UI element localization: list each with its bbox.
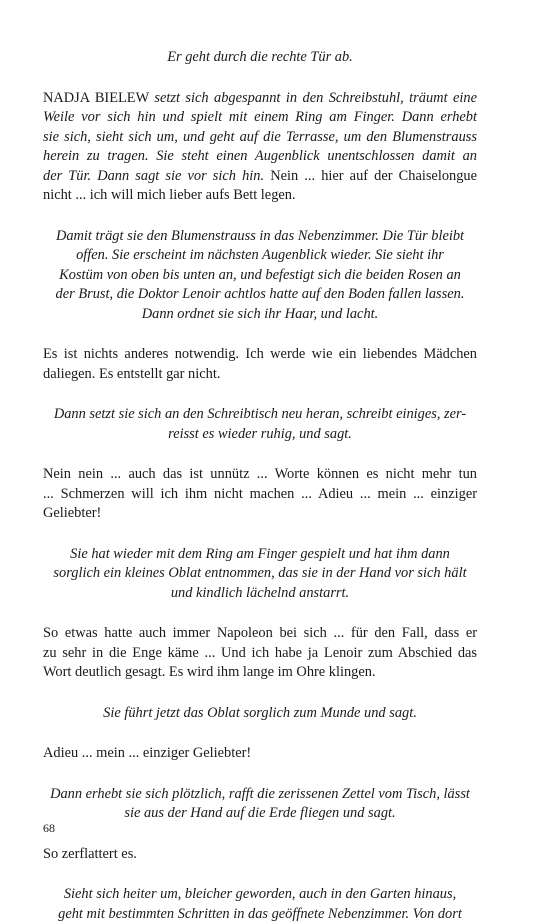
text-line: Dann erhebt sie sich plötzlich, rafft die zerissenen Zettel vom Tisch, lässt [43,785,477,805]
text-line: Nein nein ... auch das ist unnütz ... Worte können es nicht mehr tun [43,465,477,485]
text-line: reisst es wieder ruhig, und sagt. [43,425,477,445]
dialogue [43,845,477,865]
text-line: sie sich, sieht sich um, und geht auf die Terrasse, um den Blumenstrauss [43,128,477,148]
text-line: herein zu tragen. Sie steht einen Augenblick unentschlossen damit an [43,147,477,167]
text-line: zu sehr in die Enge käme ... Und ich habe ja Lenoir zum Abschied das [43,644,477,664]
text-line: So etwas hatte auch immer Napoleon bei sich ... für den Fall, dass er [43,624,477,644]
text-line: Geliebter! [43,504,477,524]
stage-direction [43,48,477,68]
text-body [43,48,477,924]
text-line: und kindlich lächelnd anstarrt. [43,584,477,604]
text-line: nicht ... ich will mich lieber aufs Bett legen. [43,186,477,206]
text-line: Wort deutlich gesagt. Es wird ihm lange im Ohre klingen. [43,663,477,683]
page-number: 68 [43,821,55,835]
stage-direction [43,785,477,824]
text-line: Es ist nichts anderes notwendig. Ich werde wie ein liebendes Mädchen [43,345,477,365]
dialogue [43,345,477,384]
stage-direction [43,405,477,444]
speaker-name: NADJA BIELEW [43,90,149,106]
text-line: Dann ordnet sie sich ihr Haar, und lacht. [43,305,477,325]
text-line: Adieu ... mein ... einziger Geliebter! [43,744,477,764]
text-line: geht mit bestimmten Schritten in das geöffnete Nebenzimmer. Von dort [43,905,477,924]
text-line: Dann setzt sie sich an den Schreibtisch neu heran, schreibt einiges, zer- [43,405,477,425]
dialogue [43,744,477,764]
text-line: Sie führt jetzt das Oblat sorglich zum Munde und sagt. [43,704,477,724]
text-line: der Tür. Dann sagt sie vor sich hin. Nein ... hier auf der Chaiselongue [43,167,477,187]
stage-direction [43,227,477,325]
text-line: Er geht durch die rechte Tür ab. [43,48,477,68]
text-line: Kostüm von oben bis unten an, und befestigt sich die beiden Rosen an [43,266,477,286]
dialogue [43,624,477,683]
text-line: offen. Sie erscheint im nächsten Augenblick wieder. Sie sieht ihr [43,246,477,266]
text-line: So zerflattert es. [43,845,477,865]
text-line: Damit trägt sie den Blumenstrauss in das Nebenzimmer. Die Tür bleibt [43,227,477,247]
text-line: Sie hat wieder mit dem Ring am Finger gespielt und hat ihm dann [43,545,477,565]
text-line: NADJA BIELEW setzt sich abgespannt in den Schreibstuhl, träumt eine [43,89,477,109]
text-line: sorglich ein kleines Oblat entnommen, das sie in der Hand vor sich hält [43,564,477,584]
text-line: der Brust, die Doktor Lenoir achtlos hatte auf den Boden fallen lassen. [43,285,477,305]
dialogue [43,465,477,524]
text-line: daliegen. Es entstellt gar nicht. [43,365,477,385]
text-line: Sieht sich heiter um, bleicher geworden, auch in den Garten hinaus, [43,885,477,905]
text-line: Weile vor sich hin und spielt mit einem Ring am Finger. Dann erhebt [43,108,477,128]
text-line: ... Schmerzen will ich ihm nicht machen ... Adieu ... mein ... einziger [43,485,477,505]
stage-direction [43,545,477,604]
stage-direction [43,704,477,724]
stage-direction [43,885,477,924]
text-line: sie aus der Hand auf die Erde fliegen und sagt. [43,804,477,824]
stage-direction-mixed [43,89,477,206]
